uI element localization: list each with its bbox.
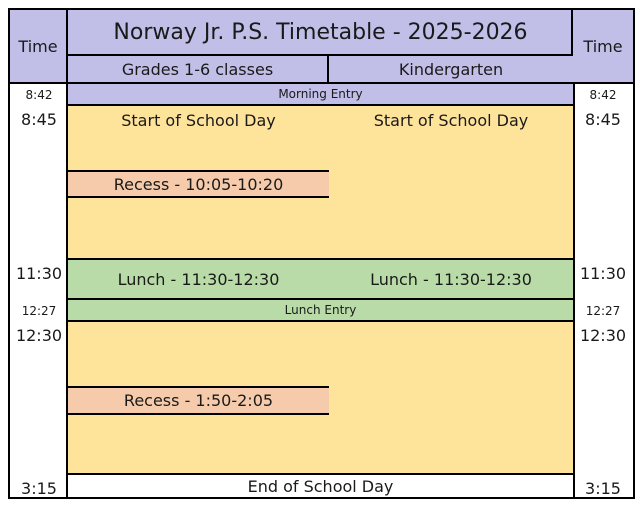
recess-am-label: Recess - 10:05-10:20 <box>113 174 284 194</box>
grades-afternoon-block <box>66 322 331 388</box>
time-header-left-label: Time <box>18 36 58 56</box>
kindergarten-lunch-label: Lunch - 11:30-12:30 <box>370 269 532 289</box>
page-title <box>68 10 573 56</box>
end-of-day-row <box>66 475 575 497</box>
morning-entry-band <box>66 84 575 106</box>
grades-lunch-label: Lunch - 11:30-12:30 <box>117 269 280 289</box>
lunch-entry-label: Lunch Entry <box>284 303 357 317</box>
time-right-morning-entry: 8:42 <box>589 88 617 102</box>
grades-midmorning-block <box>66 198 331 258</box>
time-right-end: 3:15 <box>585 478 621 498</box>
time-left-lunch-entry: 12:27 <box>21 304 57 318</box>
kindergarten-afternoon-block <box>329 322 575 475</box>
grades-late-afternoon-block <box>66 415 331 475</box>
kindergarten-column-header <box>329 56 573 84</box>
grades-column-header <box>68 56 329 84</box>
time-left-afternoon: 12:30 <box>15 325 63 345</box>
title-text: Norway Jr. P.S. Timetable - 2025-2026 <box>113 19 528 45</box>
recess-pm-label: Recess - 1:50-2:05 <box>123 391 274 410</box>
grades-start-block <box>66 106 331 172</box>
time-header-right-label: Time <box>583 36 623 56</box>
time-left-lunch: 11:30 <box>15 263 63 283</box>
kindergarten-start-block <box>329 106 575 258</box>
grades-header-label: Grades 1-6 classes <box>121 59 274 79</box>
time-right-start: 8:45 <box>585 109 621 129</box>
kindergarten-header-label: Kindergarten <box>398 59 504 79</box>
lunch-entry-band <box>66 300 575 322</box>
time-left-morning-entry: 8:42 <box>25 88 53 102</box>
time-left-end: 3:15 <box>21 478 57 498</box>
recess-am-block <box>66 170 331 198</box>
time-right-afternoon: 12:30 <box>579 325 627 345</box>
morning-entry-label: Morning Entry <box>278 87 363 101</box>
time-left-start: 8:45 <box>21 109 57 129</box>
time-column-header-right <box>571 10 633 84</box>
time-column-header-left <box>10 10 68 84</box>
grades-lunch-block <box>66 258 331 300</box>
end-of-day-label: End of School Day <box>247 476 394 496</box>
time-right-lunch: 11:30 <box>579 263 627 283</box>
timetable <box>8 8 635 499</box>
time-right-lunch-entry: 12:27 <box>585 304 621 318</box>
kindergarten-lunch-block <box>329 258 575 300</box>
grades-start-label: Start of School Day <box>121 111 276 130</box>
recess-pm-block <box>66 386 331 415</box>
kindergarten-start-label: Start of School Day <box>373 111 529 130</box>
